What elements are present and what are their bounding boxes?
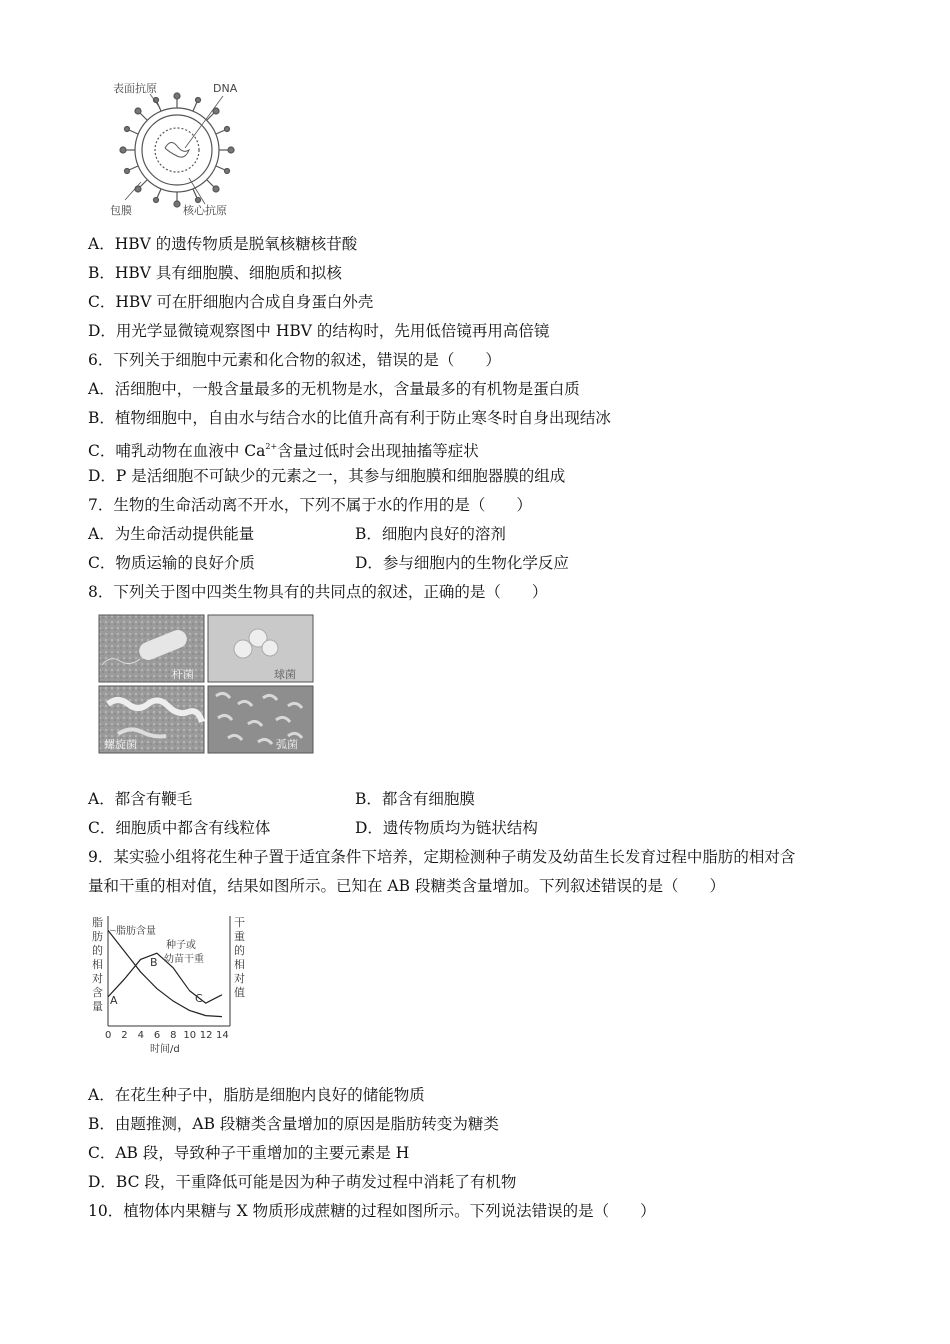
y-right-char: 对 — [234, 972, 245, 985]
x-tick-label: 4 — [137, 1030, 144, 1041]
y-right-label — [234, 916, 245, 999]
y-right-char: 值 — [234, 986, 245, 999]
hbv-structure-figure — [105, 78, 255, 220]
tile-label-spirillum: 螺旋菌 — [104, 738, 137, 751]
x-tick-label: 8 — [170, 1030, 177, 1041]
y-left-char: 相 — [92, 958, 103, 971]
y-left-char: 的 — [92, 944, 103, 957]
q5-option-d: D．用光学显微镜观察图中 HBV 的结构时，先用低倍镜再用高倍镜 — [88, 322, 550, 340]
q7-option-c: C．物质运输的良好介质 — [88, 554, 255, 572]
point-label-c: C — [195, 992, 203, 1005]
label-surface-antigen: 表面抗原 — [113, 82, 157, 95]
point-label-a: A — [110, 994, 118, 1007]
bacteria-figure — [98, 614, 314, 754]
y-left-char: 肪 — [92, 930, 103, 943]
y-left-label — [92, 915, 103, 1013]
q9-stem-line1: 9．某实验小组将花生种子置于适宜条件下培养，定期检测种子萌发及幼苗生长发育过程中脂肪的相对含 — [88, 848, 796, 866]
series-line-fat — [108, 930, 222, 1016]
y-right-char: 相 — [234, 958, 245, 971]
q6-option-c — [88, 437, 479, 461]
q9-option-b: B．由题推测，AB 段糖类含量增加的原因是脂肪转变为糖类 — [88, 1115, 499, 1133]
x-tick-label: 14 — [216, 1030, 229, 1041]
x-tick-label: 6 — [153, 1030, 161, 1041]
q8-stem: 8．下列关于图中四类生物具有的共同点的叙述，正确的是（ ） — [88, 583, 548, 601]
q7-option-b: B．细胞内良好的溶剂 — [355, 525, 506, 543]
q6-option-b: B．植物细胞中，自由水与结合水的比值升高有利于防止寒冬时自身出现结冰 — [88, 409, 611, 427]
y-left-char: 含 — [92, 986, 103, 999]
series-label-dryweight-line1: 种子或 — [166, 940, 196, 951]
q9-option-a: A．在花生种子中，脂肪是细胞内良好的储能物质 — [88, 1086, 425, 1104]
fat-dryweight-chart — [88, 912, 248, 1058]
q7-option-a: A．为生命活动提供能量 — [88, 525, 255, 543]
q6-option-a: A．活细胞中，一般含量最多的无机物是水，含量最多的有机物是蛋白质 — [88, 380, 580, 398]
tile-label-rod: 杆菌 — [172, 668, 194, 681]
q5-option-c: C．HBV 可在肝细胞内合成自身蛋白外壳 — [88, 293, 374, 311]
x-tick-label: 12 — [199, 1030, 213, 1041]
q6-option-c-sup: 2+ — [265, 442, 278, 451]
label-core-antigen: 核心抗原 — [183, 204, 227, 217]
q6-stem: 6．下列关于细胞中元素和化合物的叙述，错误的是（ ） — [88, 351, 501, 369]
q6-option-c-post: 含量过低时会出现抽搐等症状 — [277, 442, 479, 460]
x-tick-label: 0 — [105, 1030, 112, 1041]
series-label-dryweight-line2: 幼苗干重 — [164, 954, 204, 965]
q5-option-a: A．HBV 的遗传物质是脱氧核糖核苷酸 — [88, 235, 358, 253]
q10-stem: 10．植物体内果糖与 X 物质形成蔗糖的过程如图所示。下列说法错误的是（ ） — [88, 1202, 656, 1220]
q6-option-c-pre: C．哺乳动物在血液中 Ca — [88, 442, 266, 460]
label-envelope: 包膜 — [110, 204, 132, 217]
q9-stem-line2: 量和干重的相对值，结果如图所示。已知在 AB 段糖类含量增加。下列叙述错误的是（ ） — [88, 877, 725, 895]
point-label-b: B — [150, 956, 158, 969]
q7-option-d: D．参与细胞内的生物化学反应 — [355, 554, 569, 572]
x-axis-label: 时间/d — [150, 1044, 180, 1055]
q7-stem: 7．生物的生命活动离不开水，下列不属于水的作用的是（ ） — [88, 496, 532, 514]
q8-option-c: C．细胞质中都含有线粒体 — [88, 819, 271, 837]
q8-option-b: B．都含有细胞膜 — [355, 790, 475, 808]
y-right-char: 干 — [234, 916, 245, 929]
q9-option-c: C．AB 段，导致种子干重增加的主要元素是 H — [88, 1144, 410, 1162]
q8-option-d: D．遗传物质均为链状结构 — [355, 819, 538, 837]
label-dna: DNA — [213, 82, 238, 95]
series-label-fat: 脂肪含量 — [116, 926, 156, 937]
y-right-char: 的 — [234, 944, 245, 957]
x-tick-label: 10 — [183, 1030, 197, 1041]
q9-option-d: D．BC 段，干重降低可能是因为种子萌发过程中消耗了有机物 — [88, 1173, 517, 1191]
tile-label-vibrio: 弧菌 — [276, 738, 298, 751]
x-tick-label: 2 — [121, 1030, 128, 1041]
y-left-char: 量 — [92, 1000, 103, 1013]
q6-option-d: D．P 是活细胞不可缺少的元素之一，其参与细胞膜和细胞器膜的组成 — [88, 467, 566, 485]
tile-label-cocci: 球菌 — [274, 668, 296, 681]
y-left-char: 脂 — [92, 916, 103, 929]
q5-option-b: B．HBV 具有细胞膜、细胞质和拟核 — [88, 264, 342, 282]
y-left-char: 对 — [92, 972, 103, 985]
q8-option-a: A．都含有鞭毛 — [88, 790, 193, 808]
y-right-char: 重 — [234, 930, 245, 943]
